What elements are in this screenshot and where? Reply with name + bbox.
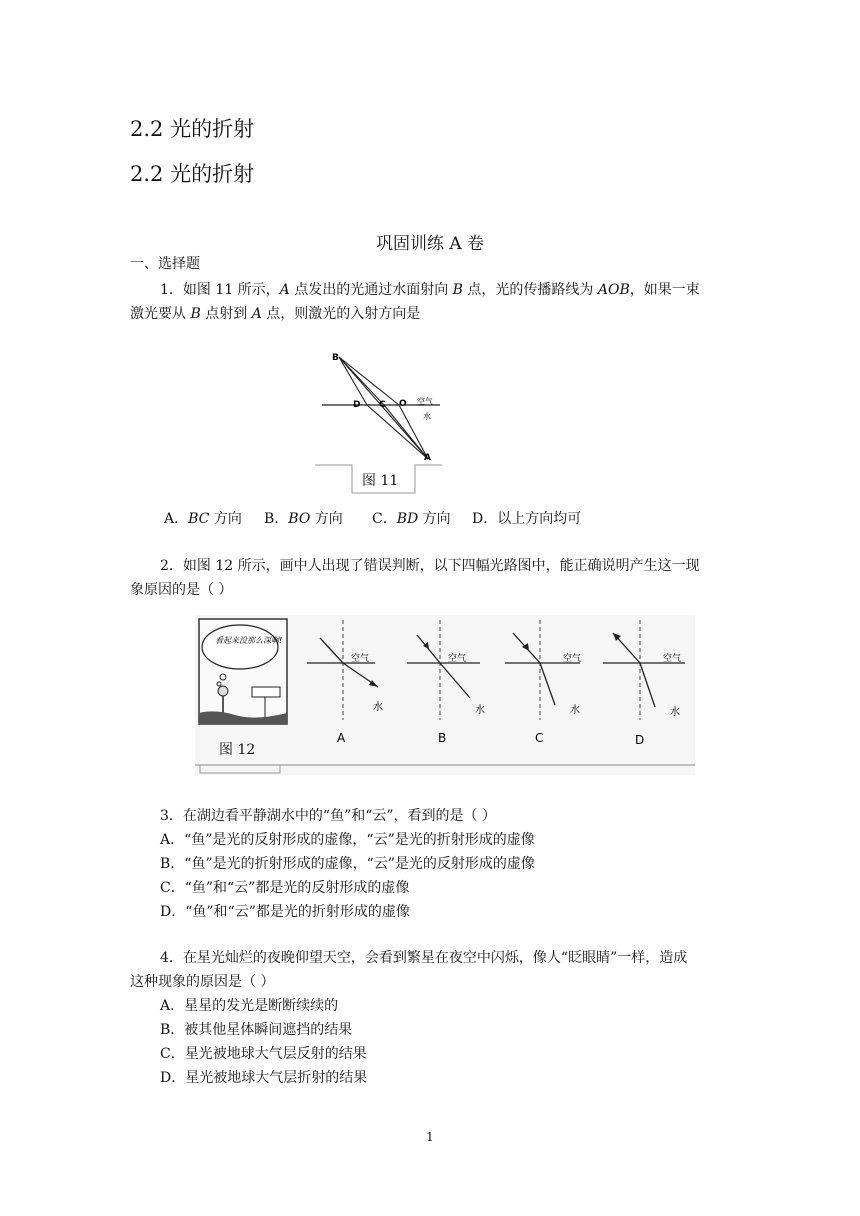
q3-option-c: C．“鱼”和“云”都是光的反射形成的虚像 — [160, 880, 410, 896]
ray-bd — [339, 357, 367, 405]
q4-stem-line1: 4．在星光灿烂的夜晚仰望天空，会看到繁星在夜空中闪烁，像人“眨眼睛”一样，造成 — [160, 950, 688, 966]
thought-bubble — [202, 625, 278, 669]
q3-option-d: D．“鱼”和“云”都是光的折射形成的虚像 — [160, 904, 410, 920]
q4-stem-line2: 这种现象的原因是（ ） — [130, 974, 275, 990]
label-c: C — [379, 400, 386, 410]
part-label: 一、选择题 — [130, 256, 200, 272]
figure-head — [218, 686, 228, 696]
q1-point: A — [279, 282, 290, 298]
cartoon-sign — [252, 687, 280, 697]
panel-air-label: 空气 — [448, 654, 467, 664]
section-title: 巩固训练 A 卷 — [375, 234, 485, 254]
panel-letter-c: C — [535, 731, 544, 745]
q4-option-c: C．星光被地球大气层反射的结果 — [160, 1046, 367, 1062]
q1-option-letter: B． — [264, 511, 289, 527]
label-b: B — [332, 353, 339, 363]
cartoon-text: 看起来没那么深啊! — [215, 636, 283, 645]
page-number: 1 — [426, 1130, 434, 1144]
q1-point: A — [251, 306, 262, 322]
label-o: O — [399, 399, 407, 409]
q1-text: 1．如图 11 所示， — [160, 282, 280, 298]
heading-1: 2.2 光的折射 — [130, 117, 255, 141]
q1-text: 点，光的传播路线为 — [462, 282, 598, 298]
panel-letter-a: A — [337, 731, 346, 745]
q4-option-d: D．星光被地球大气层折射的结果 — [160, 1070, 368, 1086]
q1-option-direction: BO — [288, 511, 311, 527]
cartoon-panel — [199, 619, 287, 724]
q4-option-b: B．被其他星体瞬间遮挡的结果 — [160, 1022, 353, 1038]
q1-option-c — [372, 508, 451, 528]
q1-option-suffix: 方向 — [209, 511, 242, 527]
panel-water-label: 水 — [670, 707, 680, 718]
q1-point: B — [190, 306, 201, 322]
q1-stem-line2 — [130, 303, 420, 323]
q1-option-b — [264, 508, 343, 528]
q3-option-b: B．“鱼”是光的折射形成的虚像，“云”是光的反射形成的虚像 — [160, 856, 535, 872]
panel-air-label: 空气 — [663, 654, 682, 664]
q1-option-suffix: 方向 — [310, 511, 343, 527]
q1-option-a — [164, 508, 242, 528]
panel-air-label: 空气 — [351, 654, 370, 664]
q3-stem: 3．在湖边看平静湖水中的“鱼”和“云”，看到的是（ ） — [160, 808, 496, 824]
panel-water-label: 水 — [570, 705, 580, 716]
label-air: 空气 — [417, 397, 433, 406]
panel-letter-b: B — [438, 731, 447, 745]
q4-option-a: A．星星的发光是断断续续的 — [160, 998, 339, 1014]
q1-option-direction: BD — [396, 511, 419, 527]
q2-stem-line2: 象原因的是（ ） — [130, 582, 233, 598]
q1-text: 点发出的光通过水面射向 — [289, 282, 453, 298]
ray-da — [367, 405, 428, 459]
label-d: D — [353, 400, 361, 410]
q2-stem-line1: 2．如图 12 所示，画中人出现了错误判断，以下四幅光路图中，能正确说明产生这一现 — [160, 558, 700, 574]
ray-bo-incident — [339, 357, 399, 405]
q1-option-letter: A． — [164, 511, 189, 527]
q1-path: AOB — [597, 282, 630, 298]
q1-option-direction: BC — [188, 511, 210, 527]
panel-water-label: 水 — [475, 705, 485, 716]
q1-text: ，如果一束 — [629, 282, 700, 298]
q1-option-letter: C． — [372, 511, 397, 527]
q1-point: B — [452, 282, 463, 298]
q1-text: 点，则激光的入射方向是 — [261, 306, 421, 322]
label-a: A — [424, 453, 431, 463]
q1-stem-line1 — [160, 279, 700, 299]
q1-option-suffix: 方向 — [418, 511, 451, 527]
figure-12-caption: 图 12 — [219, 742, 256, 758]
q1-option-d: D．以上方向均可 — [472, 511, 582, 527]
figure-12 — [195, 615, 695, 775]
figure-11-caption: 图 11 — [362, 473, 399, 489]
panel-air-label: 空气 — [563, 654, 582, 664]
ray-ca — [384, 405, 428, 459]
panel-letter-d: D — [635, 733, 645, 747]
q1-text: 激光要从 — [130, 306, 191, 322]
heading-2: 2.2 光的折射 — [130, 162, 255, 186]
label-water: 水 — [423, 412, 431, 421]
q1-text: 点射到 — [200, 306, 252, 322]
ray-bc — [339, 357, 384, 405]
q3-option-a: A．“鱼”是光的反射形成的虚像，“云”是光的折射形成的虚像 — [160, 832, 535, 848]
panel-water-label: 水 — [373, 702, 383, 713]
